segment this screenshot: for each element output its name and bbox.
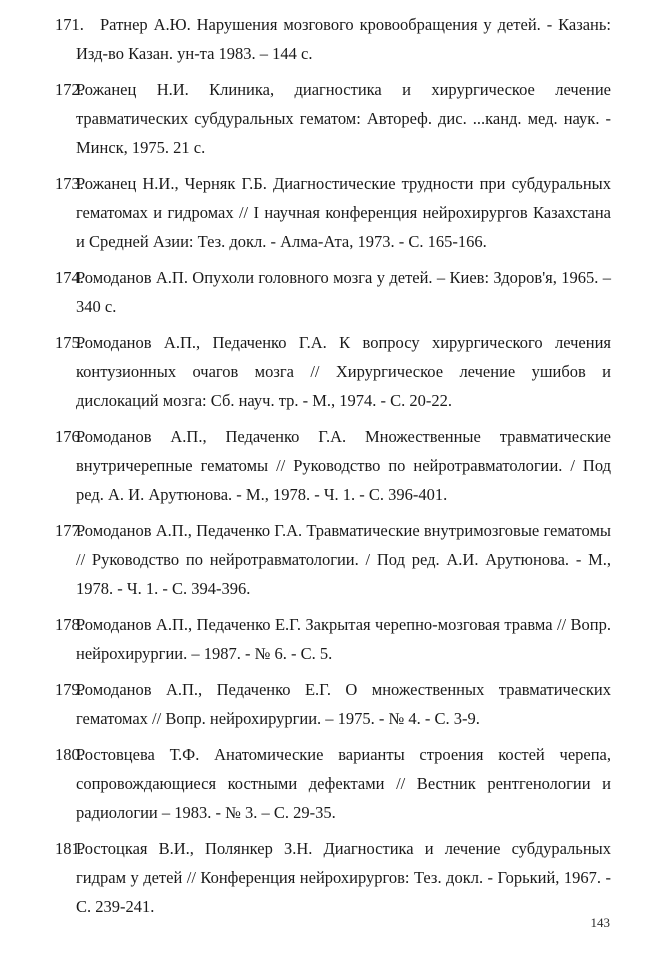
page-number: 143 — [590, 915, 610, 930]
reference-number: 172. — [55, 80, 84, 99]
reference-item — [55, 675, 611, 733]
reference-item — [55, 610, 611, 668]
reference-text: Ромоданов А.П., Педаченко Г.А. К вопросу хирургического лечения контузионных очагов мозга // Хирургическое лечение ушибов и дислокаций мозга: Сб. науч. тр. - М., 1974. - С. 20-22. — [76, 333, 611, 410]
reference-item — [55, 328, 611, 415]
reference-text: Рожанец Н.И., Черняк Г.Б. Диагностические трудности при субдуральных гематомах и гидромах // I научная конференция нейрохирургов Казахстана и Средней Азии: Тез. докл. - Алма-Ата, 1973. - С. 165-166. — [76, 174, 611, 251]
reference-number: 179. — [55, 680, 84, 699]
reference-item — [55, 834, 611, 921]
reference-number: 181. — [55, 839, 84, 858]
reference-item — [55, 169, 611, 256]
reference-list — [55, 10, 611, 928]
reference-item — [55, 740, 611, 827]
reference-text: Ромоданов А.П., Педаченко Е.Г. Закрытая черепно-мозговая травма // Вопр. нейрохирургии. – 1987. - № 6. - С. 5. — [76, 615, 611, 663]
reference-item — [55, 10, 611, 68]
reference-text: Ромоданов А.П., Педаченко Г.А. Множественные травматические внутричерепные гематомы // Руководство по нейротравматологии. / Под ред. А. И. Арутюнова. - М., 1978. - Ч. 1. - С. 396-401. — [76, 427, 611, 504]
reference-number: 177. — [55, 521, 84, 540]
reference-number: 176. — [55, 427, 84, 446]
reference-text: Рожанец Н.И. Клиника, диагностика и хирургическое лечение травматических субдуральных гематом: Автореф. дис. ...канд. мед. наук. - Минск, 1975. 21 с. — [76, 80, 611, 157]
reference-text: Ратнер А.Ю. Нарушения мозгового кровообращения у детей. - Казань: Изд-во Казан. ун-та 1983. – 144 с. — [76, 15, 611, 63]
reference-item — [55, 516, 611, 603]
reference-text: Ростовцева Т.Ф. Анатомические варианты строения костей черепа, сопровождающиеся костными дефектами // Вестник рентгенологии и радиологии – 1983. - № 3. – С. 29-35. — [76, 745, 611, 822]
reference-number: 180. — [55, 745, 84, 764]
reference-text: Ромоданов А.П., Педаченко Г.А. Травматические внутримозговые гематомы // Руководство по нейротравматологии. / Под ред. А.И. Арутюнова. - М., 1978. - Ч. 1. - С. 394-396. — [76, 521, 611, 598]
reference-item — [55, 263, 611, 321]
reference-text: Ромоданов А.П. Опухоли головного мозга у детей. – Киев: Здоров'я, 1965. – 340 с. — [76, 268, 611, 316]
reference-text: Ромоданов А.П., Педаченко Е.Г. О множественных травматических гематомах // Вопр. нейрохирургии. – 1975. - № 4. - С. 3-9. — [76, 680, 611, 728]
reference-number: 171. — [55, 15, 84, 34]
reference-number: 178. — [55, 615, 84, 634]
reference-item — [55, 422, 611, 509]
reference-text: Ростоцкая В.И., Полянкер З.Н. Диагностика и лечение субдуральных гидрам у детей // Конференция нейрохирургов: Тез. докл. - Горький, 1967. - С. 239-241. — [76, 839, 611, 916]
reference-item — [55, 75, 611, 162]
reference-number: 175. — [55, 333, 84, 352]
reference-number: 173. — [55, 174, 84, 193]
reference-number: 174. — [55, 268, 84, 287]
